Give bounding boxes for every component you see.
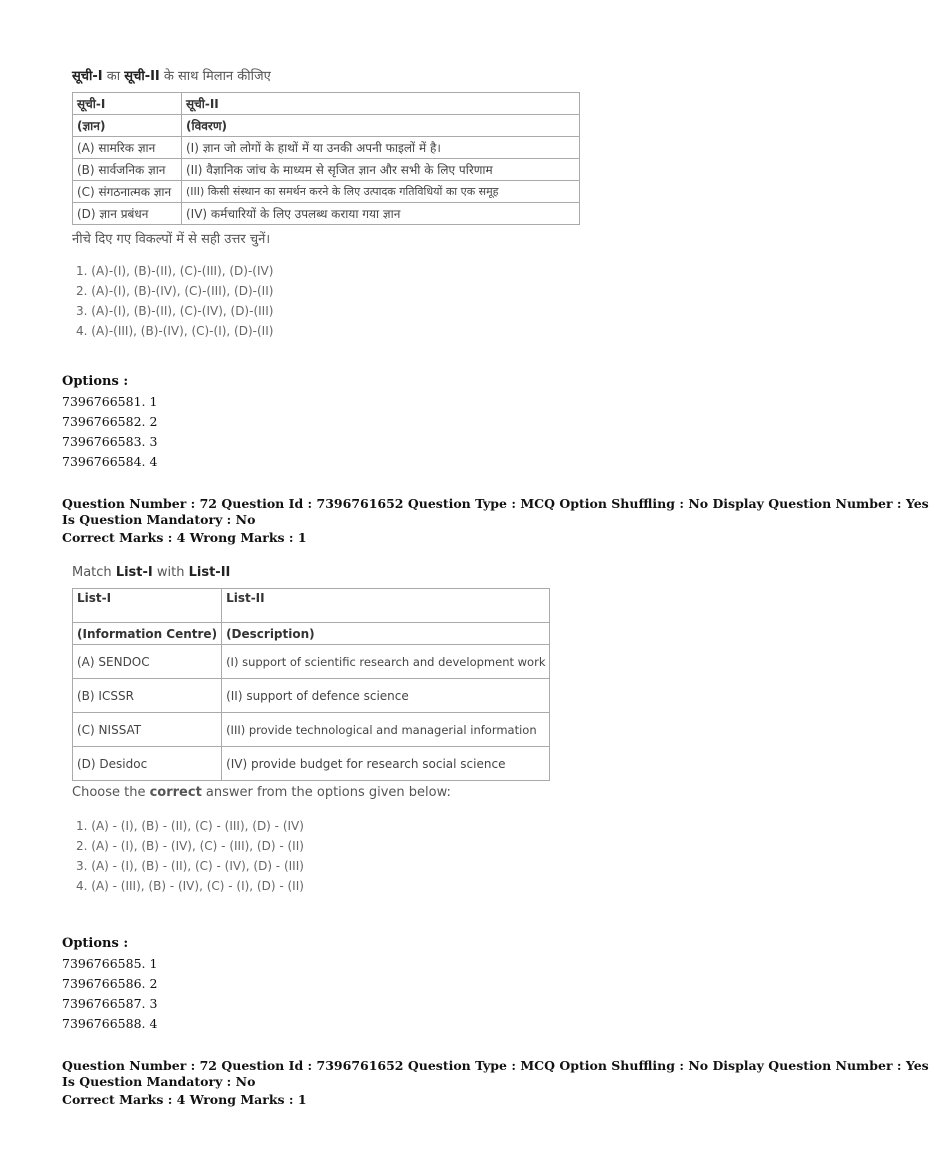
option-item: 7396766587. 3 [62,996,158,1011]
table-cell: (D) ज्ञान प्रबंधन [73,203,182,225]
option-item: 7396766586. 2 [62,976,158,991]
table-cell: (IV) कर्मचारियों के लिए उपलब्ध कराया गया ज्ञान [182,203,580,225]
table-cell: सूची-II [182,93,580,115]
options-label: Options : [62,374,129,389]
table-cell: (II) support of defence science [222,679,550,713]
table-row [73,747,550,781]
question-image-hindi [72,66,580,341]
answer-choices [76,261,580,341]
table-cell: (III) किसी संस्थान का समर्थन करने के लिए उत्पादक गतिविधियों का एक समूह [182,181,580,203]
table-row [73,181,580,203]
table-cell: (Description) [222,623,550,645]
question-meta [62,1058,929,1108]
table-row [73,679,550,713]
question-marks: Correct Marks : 4 Wrong Marks : 1 [62,530,307,545]
match-table [72,588,550,781]
question-meta-line: Question Number : 72 Question Id : 7396761652 Question Type : MCQ Option Shuffling : No Display Question Number : Yes [62,496,929,511]
answer-choice: 2. (A) - (I), (B) - (IV), (C) - (III), (D) - (II) [76,839,304,853]
table-cell: (C) संगठनात्मक ज्ञान [73,181,182,203]
options-list [62,954,157,1034]
question-mandatory: Is Question Mandatory : No [62,1074,256,1089]
table-cell: (Information Centre) [73,623,222,645]
answer-choice: 3. (A) - (I), (B) - (II), (C) - (IV), (D) - (III) [76,859,304,873]
answer-choice: 2. (A)-(I), (B)-(IV), (C)-(III), (D)-(II) [76,284,274,298]
answer-choices [76,816,550,896]
table-cell: (III) provide technological and managerial information [222,713,550,747]
option-item: 7396766582. 2 [62,414,158,429]
table-cell: सूची-I [73,93,182,115]
question-meta-line: Question Number : 72 Question Id : 7396761652 Question Type : MCQ Option Shuffling : No Display Question Number : Yes [62,1058,929,1073]
option-item: 7396766588. 4 [62,1016,158,1031]
table-cell: (D) Desidoc [73,747,222,781]
table-row [73,137,580,159]
options-list [62,392,157,472]
question-title: सूची-I का सूची-II के साथ मिलान कीजिए [72,69,271,84]
option-item: 7396766583. 3 [62,434,158,449]
table-cell: (I) support of scientific research and development work [222,645,550,679]
answer-choice: 4. (A)-(III), (B)-(IV), (C)-(I), (D)-(II) [76,324,274,338]
table-cell: (C) NISSAT [73,713,222,747]
question-title: Match List-I with List-II [72,565,231,580]
table-row [73,623,550,645]
table-row [73,589,550,623]
table-row [73,645,550,679]
table-cell: (ज्ञान) [73,115,182,137]
table-row [73,713,550,747]
question-marks: Correct Marks : 4 Wrong Marks : 1 [62,1092,307,1107]
table-cell: (B) सार्वजनिक ज्ञान [73,159,182,181]
option-item: 7396766585. 1 [62,956,158,971]
table-cell: (A) SENDOC [73,645,222,679]
table-cell: (A) सामरिक ज्ञान [73,137,182,159]
question-mandatory: Is Question Mandatory : No [62,512,256,527]
table-cell: (I) ज्ञान जो लोगों के हाथों में या उनकी अपनी फाइलों में है। [182,137,580,159]
question-meta [62,496,929,546]
table-row [73,115,580,137]
option-item: 7396766581. 1 [62,394,158,409]
table-cell: List-I [73,589,222,623]
answer-choice: 3. (A)-(I), (B)-(II), (C)-(IV), (D)-(III) [76,304,274,318]
options-label: Options : [62,936,129,951]
table-row [73,159,580,181]
table-row [73,203,580,225]
table-row [73,93,580,115]
table-cell: (II) वैज्ञानिक जांच के माध्यम से सृजित ज्ञान और सभी के लिए परिणाम [182,159,580,181]
instruction-text: नीचे दिए गए विकल्पों में से सही उत्तर चुनें। [72,232,271,247]
question-image-english [72,565,550,896]
answer-choice: 4. (A) - (III), (B) - (IV), (C) - (I), (D) - (II) [76,879,304,893]
answer-choice: 1. (A) - (I), (B) - (II), (C) - (III), (D) - (IV) [76,819,304,833]
match-table [72,92,580,225]
table-cell: (विवरण) [182,115,580,137]
table-cell: List-II [222,589,550,623]
table-cell: (B) ICSSR [73,679,222,713]
answer-choice: 1. (A)-(I), (B)-(II), (C)-(III), (D)-(IV) [76,264,274,278]
table-cell: (IV) provide budget for research social science [222,747,550,781]
option-item: 7396766584. 4 [62,454,158,469]
instruction-text: Choose the correct answer from the options given below: [72,785,451,800]
